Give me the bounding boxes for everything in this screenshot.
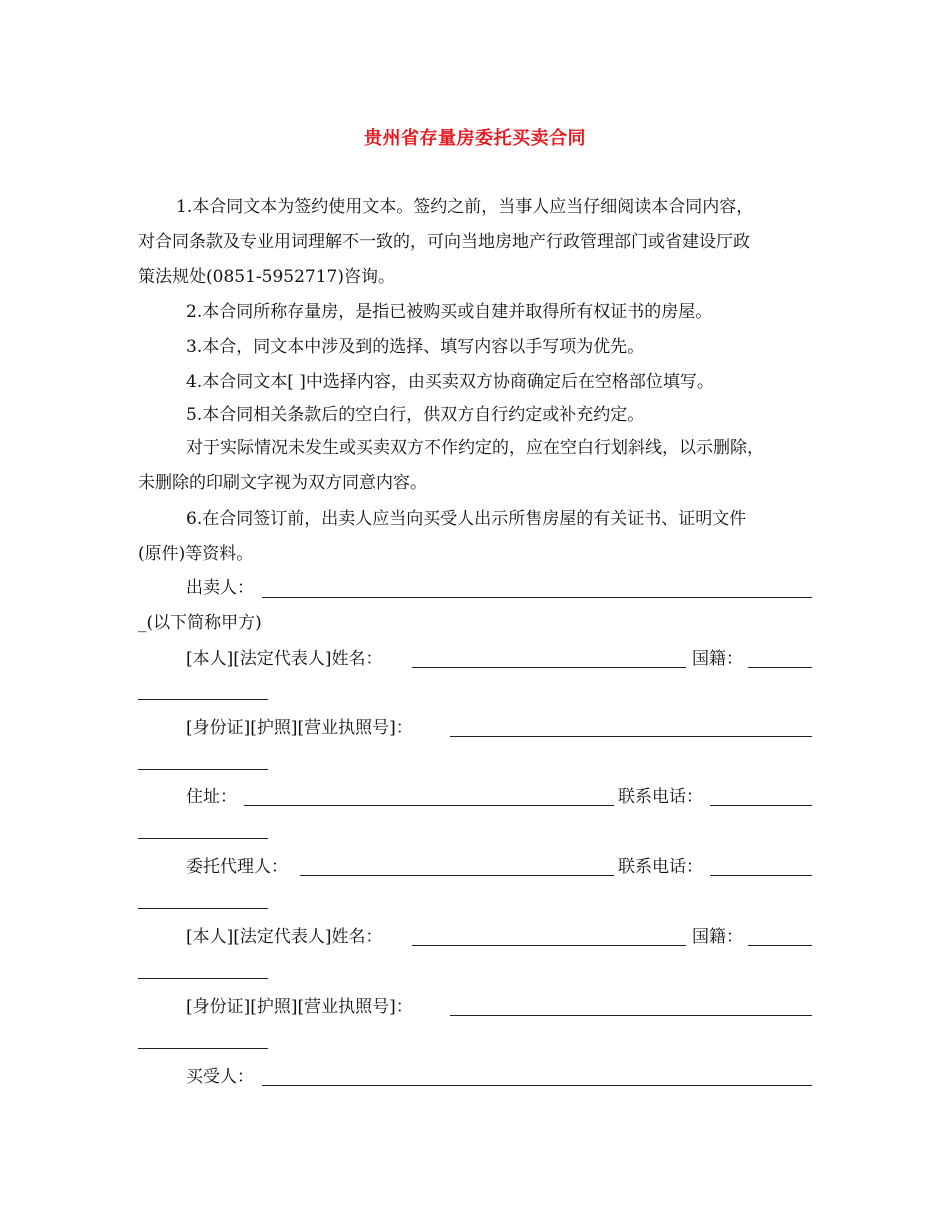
agent-nationality-label: 国籍： [692, 927, 743, 947]
agent-label: 委托代理人： [186, 857, 288, 877]
agent-phone-field-cont[interactable] [138, 908, 268, 909]
seller-id-field[interactable] [450, 736, 812, 737]
seller-suffix: _(以下简称甲方) [138, 613, 262, 633]
clause-1-line-3: 策法规处(0851-5952717)咨询。 [138, 267, 395, 287]
seller-address-label: 住址： [186, 787, 237, 807]
agent-id-field[interactable] [450, 1015, 812, 1016]
clause-5: 5.本合同相关条款后的空白行，供双方自行约定或补充约定。 [186, 405, 645, 425]
seller-phone-label: 联系电话： [618, 787, 703, 807]
seller-id-label: [身份证][护照][营业执照号]： [186, 718, 413, 738]
seller-name-field[interactable] [412, 667, 686, 668]
seller-phone-field[interactable] [710, 805, 812, 806]
agent-id-label: [身份证][护照][营业执照号]： [186, 997, 413, 1017]
seller-address-field[interactable] [244, 805, 614, 806]
clause-2: 2.本合同所称存量房，是指已被购买或自建并取得所有权证书的房屋。 [186, 302, 713, 322]
clause-4: 4.本合同文本[ ]中选择内容，由买卖双方协商确定后在空格部位填写。 [186, 372, 714, 392]
clause-1-line-2: 对合同条款及专业用词理解不一致的，可向当地房地产行政管理部门或省建设厅政 [138, 232, 750, 252]
seller-nationality-field[interactable] [748, 667, 812, 668]
agent-phone-field[interactable] [710, 875, 812, 876]
seller-nationality-field-cont[interactable] [138, 699, 268, 700]
agent-name-field[interactable] [412, 945, 686, 946]
seller-id-field-cont[interactable] [138, 769, 268, 770]
clause-3: 3.本合，同文本中涉及到的选择、填写内容以手写项为优先。 [186, 337, 645, 357]
note-line-2: 未删除的印刷文字视为双方同意内容。 [138, 473, 427, 493]
note-line-1: 对于实际情况未发生或买卖双方不作约定的，应在空白行划斜线，以示删除， [186, 438, 764, 458]
agent-name-label: [本人][法定代表人]姓名： [186, 927, 383, 947]
agent-phone-label: 联系电话： [618, 857, 703, 877]
seller-field[interactable] [262, 597, 812, 598]
seller-name-label: [本人][法定代表人]姓名： [186, 649, 383, 669]
agent-field[interactable] [300, 875, 614, 876]
buyer-field[interactable] [262, 1085, 812, 1086]
agent-id-field-cont[interactable] [138, 1048, 268, 1049]
agent-nationality-field[interactable] [748, 945, 812, 946]
seller-nationality-label: 国籍： [692, 649, 743, 669]
clause-6-line-1: 6.在合同签订前，出卖人应当向买受人出示所售房屋的有关证书、证明文件 [186, 509, 747, 529]
document-title: 贵州省存量房委托买卖合同 [364, 128, 586, 149]
seller-label: 出卖人： [186, 578, 254, 598]
agent-nationality-field-cont[interactable] [138, 978, 268, 979]
buyer-label: 买受人： [186, 1067, 254, 1087]
clause-1-line-1: 1.本合同文本为签约使用文本。签约之前，当事人应当仔细阅读本合同内容， [176, 197, 754, 217]
seller-phone-field-cont[interactable] [138, 838, 268, 839]
clause-6-line-2: (原件)等资料。 [138, 544, 254, 564]
